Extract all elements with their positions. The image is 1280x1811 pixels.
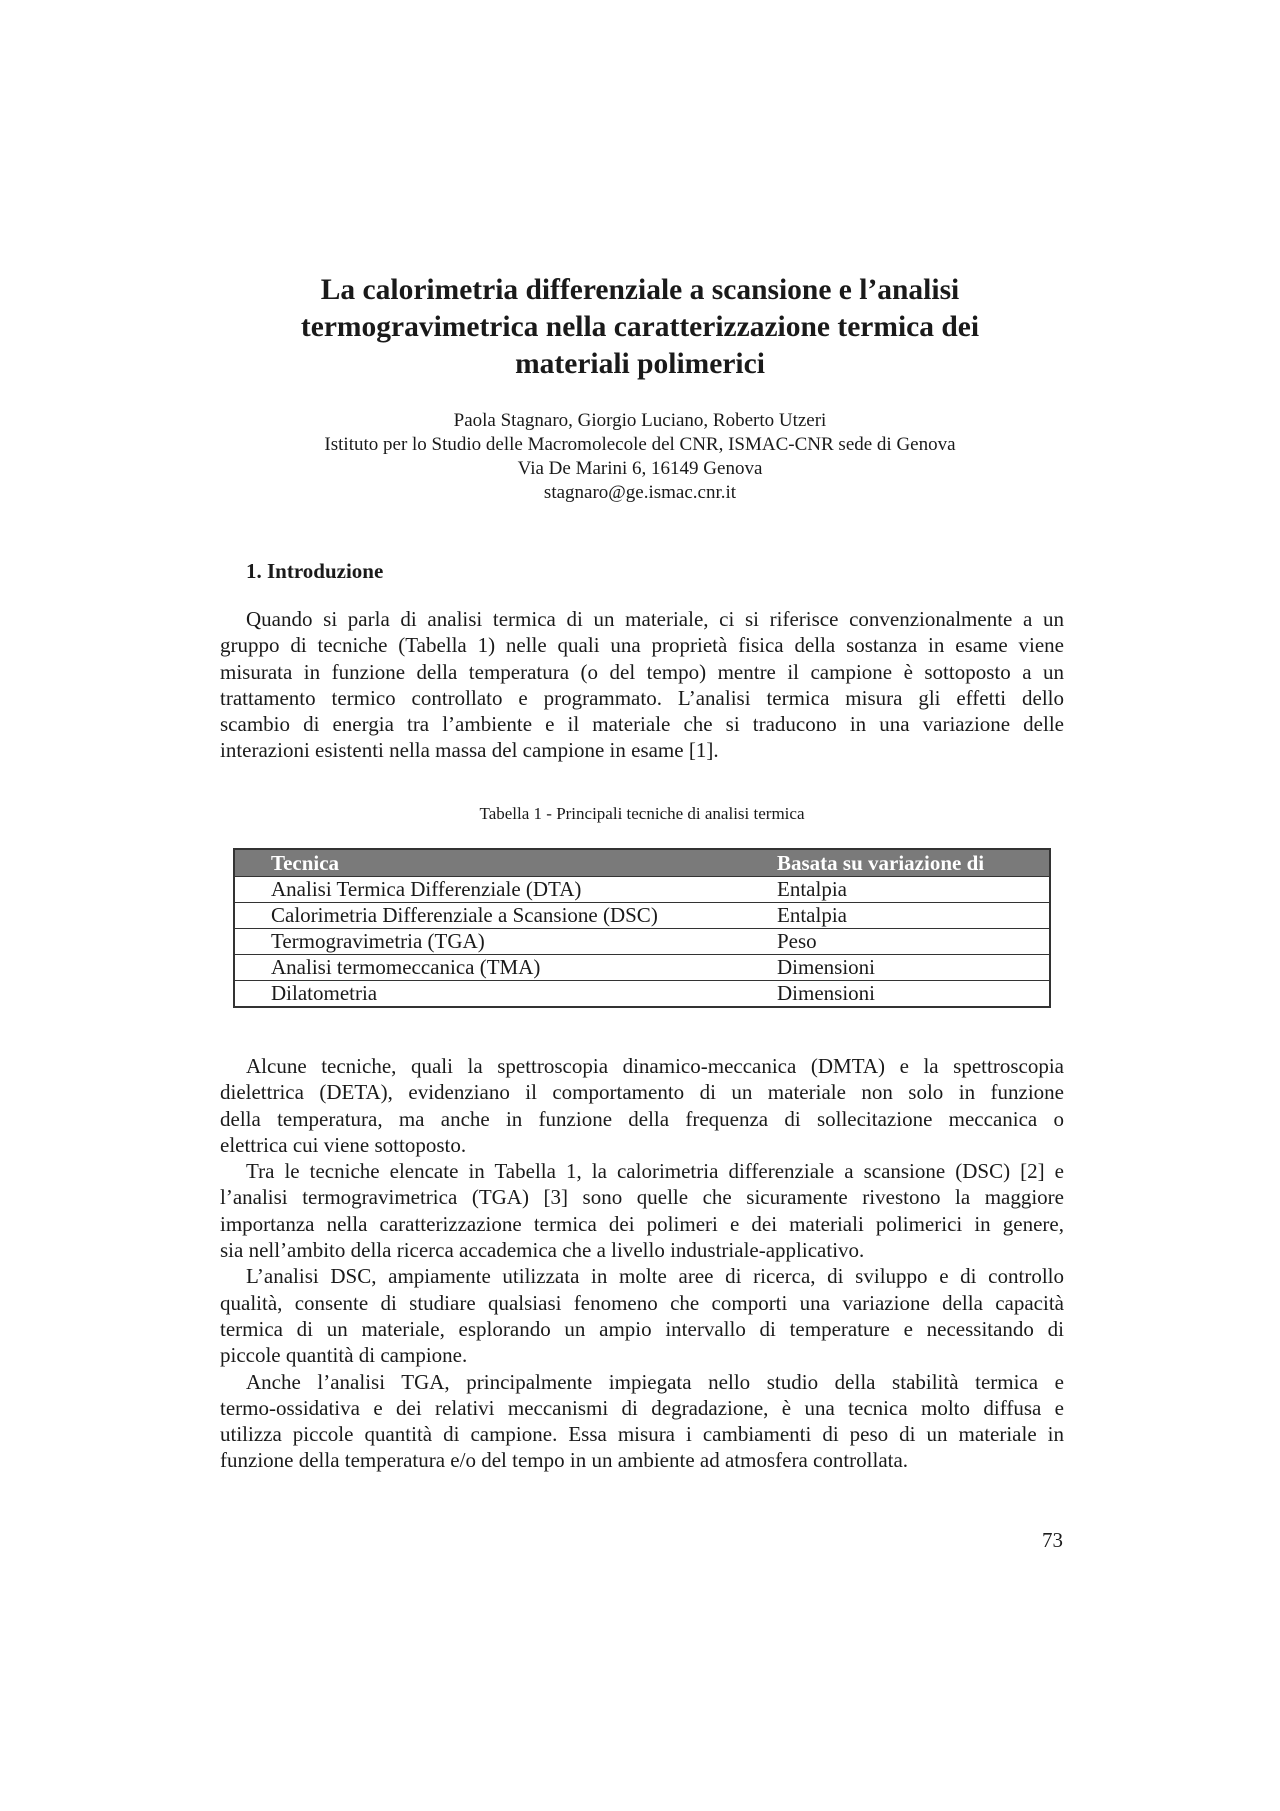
text-line: gruppo di tecniche (Tabella 1) nelle quali una proprietà fisica della sostanza in esame viene (220, 633, 1064, 658)
header-cell-variation: Basata su variazione di (733, 849, 1050, 877)
table-caption: Tabella 1 - Principali tecniche di analisi termica (479, 804, 805, 823)
cell-technique: Termogravimetria (TGA) (234, 929, 733, 955)
table-row (234, 981, 1050, 1008)
text-line: L’analisi DSC, ampiamente utilizzata in molte aree di ricerca, di sviluppo e di controllo (246, 1264, 1064, 1289)
text-line: Tra le tecniche elencate in Tabella 1, la calorimetria differenziale a scansione (DSC) [2] e (246, 1159, 1064, 1184)
title-line: materiali polimerici (515, 348, 765, 380)
text-line: Alcune tecniche, quali la spettroscopia dinamico-meccanica (DMTA) e la spettroscopia (246, 1054, 1064, 1078)
text-line: Anche l’analisi TGA, principalmente impiegata nello studio della stabilità termica e (246, 1369, 1064, 1394)
paper-title (220, 272, 1060, 383)
text-line: elettrica cui viene sottoposto. (220, 1132, 467, 1157)
text-line: qualità, consente di studiare qualsiasi fenomeno che comporti una variazione della capacità (220, 1290, 1064, 1315)
table-header-row (234, 849, 1050, 877)
cell-variation: Entalpia (733, 903, 1050, 929)
header-cell-technique: Tecnica (234, 849, 733, 877)
text-line: interazioni esistenti nella massa del campione in esame [1]. (220, 738, 719, 763)
cell-variation: Dimensioni (733, 955, 1050, 981)
cell-variation: Dimensioni (733, 981, 1050, 1008)
cell-technique: Analisi termomeccanica (TMA) (234, 955, 733, 981)
cell-variation: Entalpia (733, 877, 1050, 903)
cell-technique: Analisi Termica Differenziale (DTA) (234, 877, 733, 903)
body-paragraphs (220, 1053, 1064, 1474)
text-line: utilizza piccole quantità di campione. Essa misura i cambiamenti di peso di un materiale in (220, 1422, 1064, 1447)
text-line: dielettrica (DETA), evidenziano il comportamento di un materiale non solo in funzione (220, 1080, 1064, 1105)
text-line: della temperatura, ma anche in funzione della frequenza di sollecitazione meccanica o (220, 1106, 1064, 1131)
text-line: importanza nella caratterizzazione termica dei polimeri e dei materiali polimerici in genere, (220, 1211, 1064, 1236)
text-line: l’analisi termogravimetrica (TGA) [3] sono quelle che sicuramente rivestono la maggiore (220, 1185, 1064, 1210)
table-row (234, 903, 1050, 929)
text-line: scambio di energia tra l’ambiente e il materiale che si traducono in una variazione delle (220, 712, 1064, 737)
cell-technique: Calorimetria Differenziale a Scansione (DSC) (234, 903, 733, 929)
author-names: Paola Stagnaro, Giorgio Luciano, Roberto Utzeri (453, 410, 827, 431)
text-line: Quando si parla di analisi termica di un materiale, ci si riferisce convenzionalmente a un (246, 607, 1064, 631)
section-heading: 1. Introduzione (246, 559, 384, 583)
cell-variation: Peso (733, 929, 1050, 955)
table-row (234, 929, 1050, 955)
intro-paragraph (220, 606, 1064, 764)
author-email: stagnaro@ge.ismac.cnr.it (543, 482, 737, 503)
text-line: funzione della temperatura e/o del tempo in un ambiente ad atmosfera controllata. (220, 1448, 909, 1473)
text-line: termica di un materiale, esplorando un ampio intervallo di temperature e necessitando di (220, 1316, 1064, 1341)
author-block (220, 409, 1060, 505)
page-number: 73 (1042, 1528, 1063, 1552)
table-row (234, 955, 1050, 981)
text-line: trattamento termico controllato e programmato. L’analisi termica misura gli effetti dello (220, 685, 1064, 710)
techniques-table (233, 848, 1051, 1008)
text-line: piccole quantità di campione. (220, 1343, 468, 1368)
author-affiliation: Istituto per lo Studio delle Macromolecole del CNR, ISMAC-CNR sede di Genova (324, 434, 956, 455)
text-line: sia nell’ambito della ricerca accademica che a livello industriale-applicativo. (220, 1238, 865, 1263)
cell-technique: Dilatometria (234, 981, 733, 1008)
table-row (234, 877, 1050, 903)
text-line: misurata in funzione della temperatura (o del tempo) mentre il campione è sottoposto a un (220, 659, 1064, 684)
text-line: termo-ossidativa e dei relativi meccanismi di degradazione, è una tecnica molto diffusa e (220, 1395, 1064, 1420)
title-line: La calorimetria differenziale a scansione e l’analisi (320, 274, 960, 306)
title-line: termogravimetrica nella caratterizzazione termica dei (300, 311, 980, 343)
author-address: Via De Marini 6, 16149 Genova (517, 458, 763, 479)
